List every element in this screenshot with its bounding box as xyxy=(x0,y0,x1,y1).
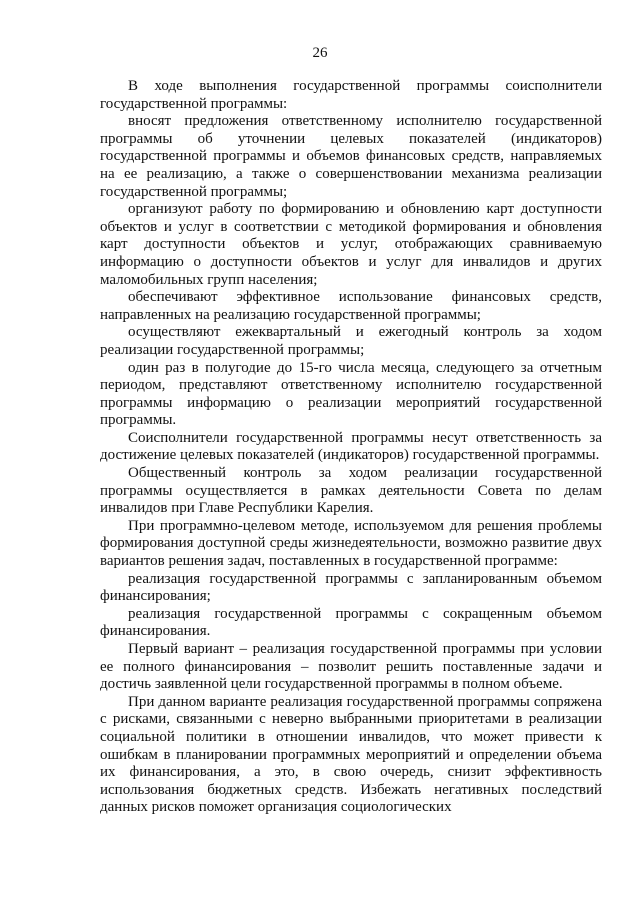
paragraph-intro: В ходе выполнения государственной программы соисполнители государственной программы: xyxy=(100,78,602,112)
document-body xyxy=(100,78,602,817)
paragraph-risks: При данном варианте реализация государственной программы сопряжена с рисками, связанными с неверно выбранными приоритетами в реализации социальной политики в отношении инвалидов, что может привести к ошибкам в планировании программных мероприятий и определении объема их финансирования, а это, в свою очередь, снизит эффективность использования бюджетных средств. Избежать негативных последствий данных рисков поможет организация социологических xyxy=(100,693,602,816)
paragraph-variants-intro: При программно-целевом методе, используемом для решения проблемы формирования доступной среды жизнедеятельности, возможно развитие двух вариантов решения задач, поставленных в государственной программе: xyxy=(100,517,602,570)
paragraph-proposals: вносят предложения ответственному исполнителю государственной программы об уточнении целевых показателей (индикаторов) государственной программы и объемов финансовых средств, направляемых на ее реализацию, а также о совершенствовании механизма реализации государственной программы; xyxy=(100,113,602,200)
paragraph-responsibility: Соисполнители государственной программы несут ответственность за достижение целевых показателей (индикаторов) государственной программы. xyxy=(100,429,602,464)
page-number: 26 xyxy=(312,45,328,61)
paragraph-variant-planned: реализация государственной программы с запланированным объемом финансирования; xyxy=(100,570,602,605)
paragraph-reporting: один раз в полугодие до 15-го числа месяца, следующего за отчетным периодом, представляют ответственному исполнителю государственной программы информацию о реализации мероприятий государственной программы. xyxy=(100,359,602,429)
paragraph-public-control: Общественный контроль за ходом реализации государственной программы осуществляется в рамках деятельности Совета по делам инвалидов при Главе Республики Карелия. xyxy=(100,465,602,517)
paragraph-financial-use: обеспечивают эффективное использование финансовых средств, направленных на реализацию государственной программы; xyxy=(100,289,602,323)
paragraph-first-variant: Первый вариант – реализация государственной программы при условии ее полного финансирования – позволит решить поставленные задачи и достичь заявленной цели государственной программы в полном объеме. xyxy=(100,641,602,693)
paragraph-accessibility-maps: организуют работу по формированию и обновлению карт доступности объектов и услуг в соответствии с методикой формирования и обновления карт доступности объектов и услуг, отображающих сравниваемую информацию о доступности объектов и услуг для инвалидов и других маломобильных групп населения; xyxy=(100,201,602,288)
paragraph-control: осуществляют ежеквартальный и ежегодный контроль за ходом реализации государственной программы; xyxy=(100,324,602,358)
paragraph-variant-reduced: реализация государственной программы с сокращенным объемом финансирования. xyxy=(100,605,602,640)
